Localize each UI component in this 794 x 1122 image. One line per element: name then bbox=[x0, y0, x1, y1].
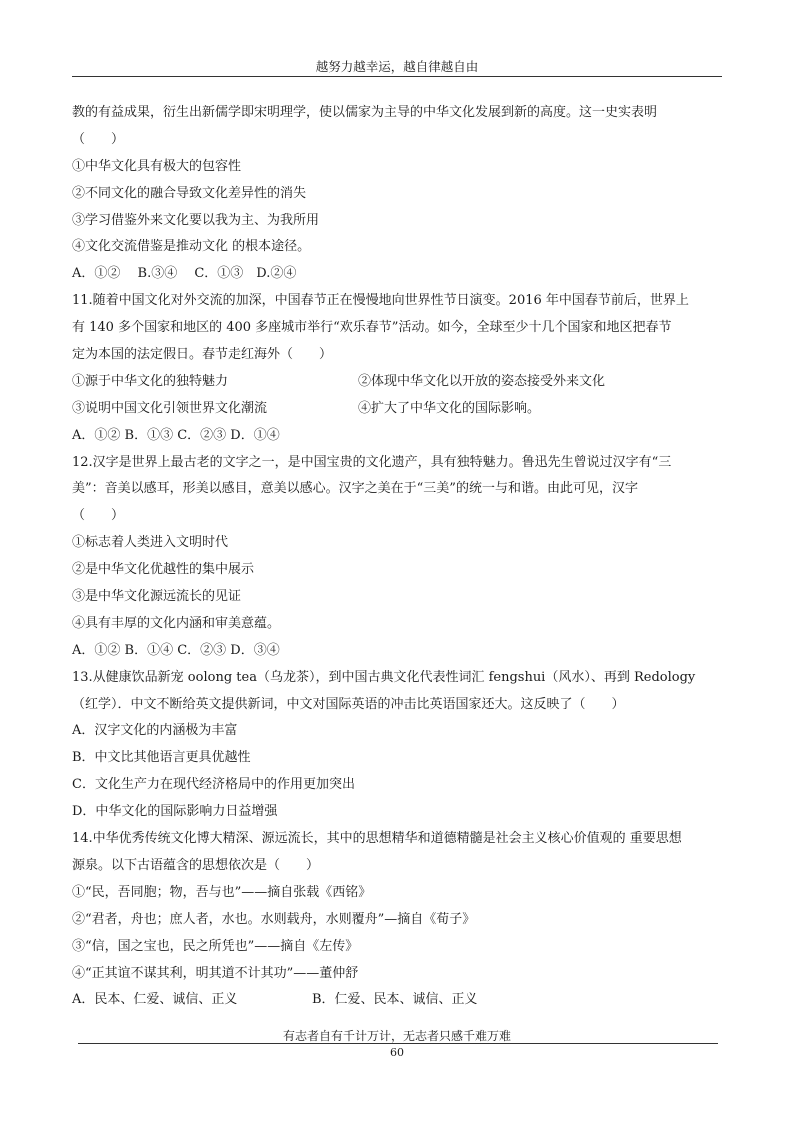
option-line: A．民本、仁爱、诚信、正义 bbox=[72, 992, 238, 1008]
header-rule bbox=[72, 76, 722, 77]
option-line: ②是中华文化优越性的集中展示 bbox=[72, 562, 255, 578]
option-line: ④文化交流借鉴是推动文化 的根本途径。 bbox=[72, 239, 311, 255]
page-body bbox=[72, 100, 722, 1014]
question-13-stem: 13.从健康饮品新宠 oolong tea（乌龙茶），到中国古典文化代表性词汇 fengshui（风水）、再到 Redology bbox=[72, 669, 696, 685]
option-line: B．中文比其他语言更具优越性 bbox=[72, 750, 251, 766]
option-line: ①标志着人类进入文明时代 bbox=[72, 535, 229, 551]
question-11-stem: 有 140 多个国家和地区的 400 多座城市举行“欢乐春节”活动。如今，全球至少十几个国家和地区把春节 bbox=[72, 320, 672, 336]
question-12-stem: 12.汉字是世界上最古老的文字之一，是中国宝贵的文化遗产，具有独特魅力。鲁迅先生曾说过汉字有“三 bbox=[72, 454, 672, 470]
footer-rule bbox=[78, 1043, 718, 1044]
question-14-stem: 14.中华优秀传统文化博大精深、源远流长，其中的思想精华和道德精髓是社会主义核心价值观的 重要思想 bbox=[72, 831, 682, 847]
page-number: 60 bbox=[390, 1046, 404, 1059]
question-11-stem: 11.随着中国文化对外交流的加深，中国春节正在慢慢地向世界性节日演变。2016 年中国春节前后，世界上 bbox=[72, 293, 689, 309]
question-14-stem: 源泉。以下古语蕴含的思想依次是（ ） bbox=[72, 857, 320, 873]
option-pair bbox=[72, 396, 722, 423]
question-12-stem: （ ） bbox=[72, 508, 125, 524]
answer-choices: A．①② B．①④ C．②③ D．③④ bbox=[72, 642, 280, 658]
option-line: ②“君者，舟也；庶人者，水也。水则载舟，水则覆舟”—摘自《荀子》 bbox=[72, 911, 476, 927]
question-11-stem: 定为本国的法定假日。春节走红海外（ ） bbox=[72, 347, 333, 363]
option-line: ③“信，国之宝也，民之所凭也”——摘自《左传》 bbox=[72, 938, 359, 954]
option-line: ③说明中国文化引领世界文化潮流 bbox=[72, 400, 268, 416]
option-line: ②体现中华文化以开放的姿态接受外来文化 bbox=[358, 373, 606, 389]
question-13-stem: （红学）．中文不断给英文提供新词，中文对国际英语的冲击比英语国家还大。这反映了（ ） bbox=[72, 696, 625, 712]
text-line: （ ） bbox=[72, 131, 125, 147]
question-12-stem: 美”：音美以感耳，形美以感目，意美以感心。汉字之美在于“三美”的统一与和谐。由此可见，汉字 bbox=[72, 481, 638, 497]
option-line: C．文化生产力在现代经济格局中的作用更加突出 bbox=[72, 777, 355, 793]
option-line: ①中华文化具有极大的包容性 bbox=[72, 158, 242, 174]
option-line: B．仁爱、民本、诚信、正义 bbox=[312, 992, 478, 1008]
option-line: ④具有丰厚的文化内涵和审美意蕴。 bbox=[72, 615, 281, 631]
option-line: ③是中华文化源远流长的见证 bbox=[72, 589, 242, 605]
page-footer: 有志者自有千计万计，无志者只感千难万难 bbox=[282, 1029, 511, 1043]
option-line: ①“民，吾同胞；物，吾与也”——摘自张载《西铭》 bbox=[72, 884, 372, 900]
text-line: 教的有益成果，衍生出新儒学即宋明理学，使以儒家为主导的中华文化发展到新的高度。这一史实表明 bbox=[72, 105, 658, 120]
option-line: ④“正其谊不谋其利，明其道不计其功”——董仲舒 bbox=[72, 965, 359, 981]
option-line: A．汉字文化的内涵极为丰富 bbox=[72, 723, 238, 739]
option-line: ④扩大了中华文化的国际影响。 bbox=[358, 400, 541, 416]
page-header: 越努力越幸运，越自律越自由 bbox=[315, 59, 479, 74]
answer-choices bbox=[72, 987, 722, 1014]
option-pair bbox=[72, 369, 722, 396]
option-line: ②不同文化的融合导致文化差异性的消失 bbox=[72, 185, 307, 201]
option-line: ①源于中华文化的独特魅力 bbox=[72, 373, 229, 389]
option-line: ③学习借鉴外来文化要以我为主、为我所用 bbox=[72, 212, 320, 228]
answer-choices: A．①② B.③④ C．①③ D.②④ bbox=[72, 266, 297, 282]
option-line: D．中华文化的国际影响力日益增强 bbox=[72, 804, 278, 820]
answer-choices: A．①② B．①③ C．②③ D．①④ bbox=[72, 427, 280, 443]
